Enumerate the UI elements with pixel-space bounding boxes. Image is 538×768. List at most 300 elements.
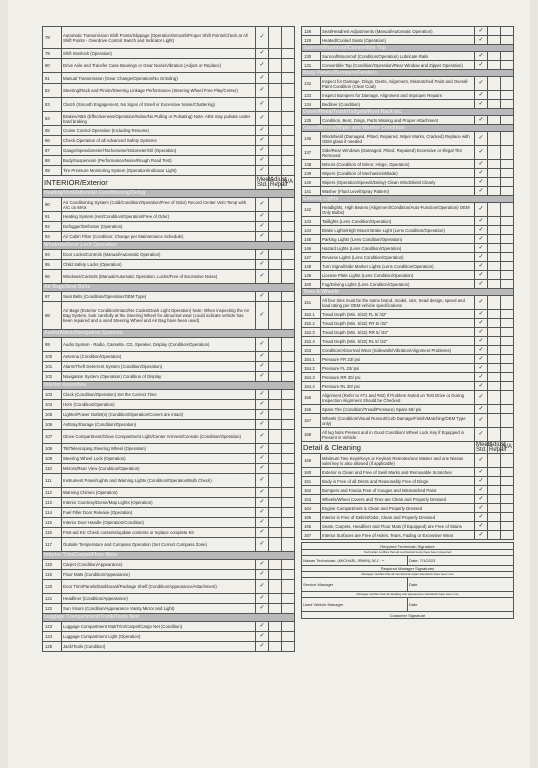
na-checkbox[interactable] bbox=[282, 198, 295, 212]
meets-standard-checkbox[interactable]: ✓ bbox=[475, 522, 488, 531]
meets-standard-checkbox[interactable]: ✓ bbox=[256, 570, 269, 580]
na-checkbox[interactable] bbox=[501, 504, 514, 513]
adjust-repair-checkbox[interactable] bbox=[269, 352, 282, 362]
adjust-repair-checkbox[interactable] bbox=[488, 27, 501, 36]
meets-standard-checkbox[interactable]: ✓ bbox=[256, 352, 269, 362]
adjust-repair-checkbox[interactable] bbox=[488, 203, 501, 217]
adjust-repair-checkbox[interactable] bbox=[488, 146, 501, 160]
na-checkbox[interactable] bbox=[501, 280, 514, 289]
adjust-repair-checkbox[interactable] bbox=[269, 136, 282, 146]
meets-standard-checkbox[interactable]: ✓ bbox=[256, 166, 269, 176]
meets-standard-checkbox[interactable]: ✓ bbox=[256, 146, 269, 156]
meets-standard-checkbox[interactable]: ✓ bbox=[475, 235, 488, 244]
meets-standard-checkbox[interactable]: ✓ bbox=[475, 355, 488, 364]
na-checkbox[interactable] bbox=[282, 410, 295, 420]
adjust-repair-checkbox[interactable] bbox=[269, 580, 282, 594]
meets-standard-checkbox[interactable]: ✓ bbox=[256, 270, 269, 284]
na-checkbox[interactable] bbox=[282, 250, 295, 260]
adjust-repair-checkbox[interactable] bbox=[488, 319, 501, 328]
na-checkbox[interactable] bbox=[282, 84, 295, 98]
na-checkbox[interactable] bbox=[501, 310, 514, 319]
na-checkbox[interactable] bbox=[501, 355, 514, 364]
na-checkbox[interactable] bbox=[501, 187, 514, 196]
meets-standard-checkbox[interactable]: ✓ bbox=[256, 156, 269, 166]
meets-standard-checkbox[interactable]: ✓ bbox=[256, 594, 269, 604]
meets-standard-checkbox[interactable]: ✓ bbox=[475, 486, 488, 495]
section-title: Interior Amenities bbox=[43, 382, 295, 390]
adjust-repair-checkbox[interactable] bbox=[488, 531, 501, 540]
na-checkbox[interactable] bbox=[282, 212, 295, 222]
used-vehicle-manager-field[interactable]: Used Vehicle Manager bbox=[302, 598, 408, 612]
na-checkbox[interactable] bbox=[501, 178, 514, 187]
adjust-repair-checkbox[interactable] bbox=[488, 414, 501, 428]
na-checkbox[interactable] bbox=[501, 271, 514, 280]
adjust-repair-checkbox[interactable] bbox=[269, 390, 282, 400]
meets-standard-checkbox[interactable]: ✓ bbox=[475, 531, 488, 540]
adjust-repair-checkbox[interactable] bbox=[488, 495, 501, 504]
adjust-repair-checkbox[interactable] bbox=[269, 146, 282, 156]
meets-standard-checkbox[interactable]: ✓ bbox=[256, 222, 269, 232]
na-checkbox[interactable] bbox=[501, 364, 514, 373]
adjust-repair-checkbox[interactable] bbox=[269, 444, 282, 454]
adjust-repair-checkbox[interactable] bbox=[269, 27, 282, 49]
adjust-repair-checkbox[interactable] bbox=[269, 474, 282, 488]
na-checkbox[interactable] bbox=[501, 217, 514, 226]
na-checkbox[interactable] bbox=[282, 632, 295, 642]
meets-standard-checkbox[interactable]: ✓ bbox=[475, 61, 488, 70]
adjust-repair-checkbox[interactable] bbox=[488, 296, 501, 310]
meets-standard-checkbox[interactable]: ✓ bbox=[475, 319, 488, 328]
na-checkbox[interactable] bbox=[282, 430, 295, 444]
adjust-repair-checkbox[interactable] bbox=[488, 454, 501, 468]
adjust-repair-checkbox[interactable] bbox=[488, 178, 501, 187]
na-checkbox[interactable] bbox=[282, 570, 295, 580]
meets-standard-checkbox[interactable]: ✓ bbox=[475, 454, 488, 468]
na-checkbox[interactable] bbox=[501, 522, 514, 531]
na-checkbox[interactable] bbox=[282, 488, 295, 498]
na-checkbox[interactable] bbox=[501, 468, 514, 477]
meets-standard-checkbox[interactable]: ✓ bbox=[475, 77, 488, 91]
na-checkbox[interactable] bbox=[282, 642, 295, 652]
adjust-repair-checkbox[interactable] bbox=[488, 382, 501, 391]
adjust-repair-checkbox[interactable] bbox=[269, 604, 282, 614]
na-checkbox[interactable] bbox=[282, 232, 295, 242]
section-title: Luggage Compartment/Trunk/Tools Bed bbox=[43, 614, 295, 622]
na-checkbox[interactable] bbox=[501, 531, 514, 540]
adjust-repair-checkbox[interactable] bbox=[488, 77, 501, 91]
service-date-field[interactable]: Date bbox=[408, 578, 514, 592]
adjust-repair-checkbox[interactable] bbox=[269, 212, 282, 222]
na-checkbox[interactable] bbox=[282, 338, 295, 352]
na-checkbox[interactable] bbox=[282, 260, 295, 270]
na-checkbox[interactable] bbox=[282, 146, 295, 156]
adjust-repair-checkbox[interactable] bbox=[269, 518, 282, 528]
adjust-repair-checkbox[interactable] bbox=[269, 270, 282, 284]
na-checkbox[interactable] bbox=[282, 508, 295, 518]
meets-standard-checkbox[interactable]: ✓ bbox=[475, 428, 488, 442]
checklist-row bbox=[43, 580, 295, 594]
meets-standard-checkbox[interactable]: ✓ bbox=[256, 410, 269, 420]
adjust-repair-checkbox[interactable] bbox=[488, 355, 501, 364]
adjust-repair-checkbox[interactable] bbox=[269, 84, 282, 98]
tech-date-field[interactable]: Date: 7/1/2023 bbox=[408, 556, 514, 566]
meets-standard-checkbox[interactable]: ✓ bbox=[475, 296, 488, 310]
meets-standard-checkbox[interactable]: ✓ bbox=[475, 52, 488, 61]
meets-standard-checkbox[interactable]: ✓ bbox=[475, 382, 488, 391]
na-checkbox[interactable] bbox=[501, 428, 514, 442]
item-description: Gauge/Speedometer/Tachometer/Odometer/Oil (Operation) bbox=[62, 146, 256, 156]
adjust-repair-checkbox[interactable] bbox=[269, 166, 282, 176]
meets-standard-checkbox[interactable]: ✓ bbox=[256, 292, 269, 302]
meets-standard-checkbox[interactable]: ✓ bbox=[475, 132, 488, 146]
meets-standard-checkbox[interactable]: ✓ bbox=[475, 203, 488, 217]
meets-standard-checkbox[interactable]: ✓ bbox=[475, 477, 488, 486]
meets-standard-checkbox[interactable]: ✓ bbox=[475, 495, 488, 504]
na-checkbox[interactable] bbox=[282, 98, 295, 112]
adjust-repair-checkbox[interactable] bbox=[269, 400, 282, 410]
meets-standard-checkbox[interactable]: ✓ bbox=[256, 420, 269, 430]
meets-standard-checkbox[interactable]: ✓ bbox=[256, 84, 269, 98]
item-number: 167 bbox=[302, 531, 321, 540]
adjust-repair-checkbox[interactable] bbox=[269, 362, 282, 372]
meets-standard-checkbox[interactable]: ✓ bbox=[475, 468, 488, 477]
adjust-repair-checkbox[interactable] bbox=[269, 73, 282, 84]
adjust-repair-checkbox[interactable] bbox=[269, 488, 282, 498]
adjust-repair-checkbox[interactable] bbox=[488, 310, 501, 319]
meets-standard-checkbox[interactable]: ✓ bbox=[475, 504, 488, 513]
na-checkbox[interactable] bbox=[282, 166, 295, 176]
meets-standard-checkbox[interactable]: ✓ bbox=[256, 632, 269, 642]
meets-standard-checkbox[interactable]: ✓ bbox=[475, 391, 488, 405]
na-checkbox[interactable] bbox=[282, 372, 295, 382]
meets-standard-checkbox[interactable]: ✓ bbox=[256, 212, 269, 222]
item-description: Lighter/Power Outlet(s) (Condition/Operation/Covers are intact) bbox=[62, 410, 256, 420]
tech-signature-field[interactable]: Nissan Technician: (MICHAEL IRWIN) M.I. ~ bbox=[302, 556, 408, 566]
adjust-repair-checkbox[interactable] bbox=[269, 622, 282, 632]
adjust-repair-checkbox[interactable] bbox=[269, 430, 282, 444]
meets-standard-checkbox[interactable]: ✓ bbox=[256, 59, 269, 73]
na-checkbox[interactable] bbox=[501, 100, 514, 109]
na-checkbox[interactable] bbox=[501, 477, 514, 486]
adjust-repair-checkbox[interactable] bbox=[488, 522, 501, 531]
na-checkbox[interactable] bbox=[282, 112, 295, 126]
na-checkbox[interactable] bbox=[501, 235, 514, 244]
meets-standard-checkbox[interactable]: ✓ bbox=[475, 328, 488, 337]
na-checkbox[interactable] bbox=[282, 580, 295, 594]
meets-standard-checkbox[interactable]: ✓ bbox=[475, 91, 488, 100]
adjust-repair-checkbox[interactable] bbox=[488, 253, 501, 262]
meets-standard-checkbox[interactable]: ✓ bbox=[256, 49, 269, 59]
meets-standard-checkbox[interactable]: ✓ bbox=[475, 373, 488, 382]
na-checkbox[interactable] bbox=[501, 253, 514, 262]
adjust-repair-checkbox[interactable] bbox=[269, 49, 282, 59]
na-checkbox[interactable] bbox=[501, 405, 514, 414]
adjust-repair-checkbox[interactable] bbox=[269, 538, 282, 552]
na-checkbox[interactable] bbox=[282, 270, 295, 284]
na-checkbox[interactable] bbox=[501, 373, 514, 382]
adjust-repair-checkbox[interactable] bbox=[269, 222, 282, 232]
meets-standard-checkbox[interactable]: ✓ bbox=[256, 528, 269, 538]
na-checkbox[interactable] bbox=[501, 226, 514, 235]
adjust-repair-checkbox[interactable] bbox=[269, 594, 282, 604]
na-checkbox[interactable] bbox=[501, 244, 514, 253]
adjust-repair-checkbox[interactable] bbox=[488, 116, 501, 125]
category-title: Detail & Cleaning bbox=[302, 442, 475, 454]
na-checkbox[interactable] bbox=[501, 328, 514, 337]
adjust-repair-checkbox[interactable] bbox=[488, 91, 501, 100]
na-checkbox[interactable] bbox=[501, 132, 514, 146]
na-checkbox[interactable] bbox=[282, 622, 295, 632]
meets-standard-checkbox[interactable]: ✓ bbox=[256, 372, 269, 382]
adjust-repair-checkbox[interactable] bbox=[269, 232, 282, 242]
adjust-repair-checkbox[interactable] bbox=[488, 346, 501, 355]
adjust-repair-checkbox[interactable] bbox=[269, 112, 282, 126]
meets-standard-checkbox[interactable]: ✓ bbox=[256, 98, 269, 112]
na-checkbox[interactable] bbox=[501, 27, 514, 36]
na-checkbox[interactable] bbox=[501, 169, 514, 178]
meets-standard-checkbox[interactable]: ✓ bbox=[256, 518, 269, 528]
meets-standard-checkbox[interactable]: ✓ bbox=[256, 538, 269, 552]
meets-standard-checkbox[interactable]: ✓ bbox=[475, 253, 488, 262]
meets-standard-checkbox[interactable]: ✓ bbox=[475, 513, 488, 522]
adjust-repair-checkbox[interactable] bbox=[269, 420, 282, 430]
adjust-repair-checkbox[interactable] bbox=[269, 59, 282, 73]
meets-standard-checkbox[interactable]: ✓ bbox=[475, 271, 488, 280]
na-checkbox[interactable] bbox=[282, 498, 295, 508]
na-checkbox[interactable] bbox=[501, 346, 514, 355]
na-checkbox[interactable] bbox=[282, 560, 295, 570]
meets-standard-checkbox[interactable]: ✓ bbox=[256, 622, 269, 632]
na-checkbox[interactable] bbox=[282, 73, 295, 84]
na-checkbox[interactable] bbox=[501, 160, 514, 169]
item-number: 110 bbox=[43, 464, 62, 474]
adjust-repair-checkbox[interactable] bbox=[269, 98, 282, 112]
adjust-repair-checkbox[interactable] bbox=[488, 262, 501, 271]
meets-standard-checkbox[interactable]: ✓ bbox=[475, 116, 488, 125]
na-checkbox[interactable] bbox=[501, 495, 514, 504]
adjust-repair-checkbox[interactable] bbox=[488, 513, 501, 522]
adjust-repair-checkbox[interactable] bbox=[488, 391, 501, 405]
adjust-repair-checkbox[interactable] bbox=[488, 271, 501, 280]
meets-standard-checkbox[interactable]: ✓ bbox=[256, 400, 269, 410]
adjust-repair-checkbox[interactable] bbox=[488, 100, 501, 109]
meets-standard-checkbox[interactable]: ✓ bbox=[256, 390, 269, 400]
adjust-repair-checkbox[interactable] bbox=[269, 338, 282, 352]
na-checkbox[interactable] bbox=[501, 337, 514, 346]
na-checkbox[interactable] bbox=[282, 156, 295, 166]
adjust-repair-checkbox[interactable] bbox=[269, 528, 282, 538]
na-checkbox[interactable] bbox=[282, 59, 295, 73]
meets-standard-checkbox[interactable]: ✓ bbox=[256, 488, 269, 498]
na-checkbox[interactable] bbox=[501, 116, 514, 125]
adjust-repair-checkbox[interactable] bbox=[488, 477, 501, 486]
na-checkbox[interactable] bbox=[282, 528, 295, 538]
meets-standard-checkbox[interactable]: ✓ bbox=[475, 27, 488, 36]
na-checkbox[interactable] bbox=[282, 444, 295, 454]
adjust-repair-checkbox[interactable] bbox=[269, 508, 282, 518]
adjust-repair-checkbox[interactable] bbox=[269, 560, 282, 570]
na-checkbox[interactable] bbox=[282, 400, 295, 410]
na-checkbox[interactable] bbox=[501, 52, 514, 61]
na-checkbox[interactable] bbox=[282, 222, 295, 232]
na-checkbox[interactable] bbox=[282, 136, 295, 146]
na-checkbox[interactable] bbox=[501, 454, 514, 468]
na-checkbox[interactable] bbox=[282, 518, 295, 528]
adjust-repair-checkbox[interactable] bbox=[488, 337, 501, 346]
adjust-repair-checkbox[interactable] bbox=[488, 235, 501, 244]
meets-standard-checkbox[interactable]: ✓ bbox=[256, 362, 269, 372]
na-checkbox[interactable] bbox=[501, 414, 514, 428]
adjust-repair-checkbox[interactable] bbox=[269, 126, 282, 136]
na-checkbox[interactable] bbox=[282, 420, 295, 430]
meets-standard-checkbox[interactable]: ✓ bbox=[256, 508, 269, 518]
adjust-repair-checkbox[interactable] bbox=[269, 260, 282, 270]
sales-manager-note: Manager certifies that all detailing and appearance standards have been met bbox=[302, 592, 514, 598]
na-checkbox[interactable] bbox=[501, 382, 514, 391]
adjust-repair-checkbox[interactable] bbox=[269, 156, 282, 166]
na-checkbox[interactable] bbox=[501, 319, 514, 328]
adjust-repair-checkbox[interactable] bbox=[269, 570, 282, 580]
meets-standard-checkbox[interactable]: ✓ bbox=[256, 444, 269, 454]
na-checkbox[interactable] bbox=[501, 146, 514, 160]
meets-standard-checkbox[interactable]: ✓ bbox=[475, 36, 488, 45]
adjust-repair-checkbox[interactable] bbox=[488, 364, 501, 373]
na-checkbox[interactable] bbox=[282, 27, 295, 49]
adjust-repair-checkbox[interactable] bbox=[488, 504, 501, 513]
item-number: 134 bbox=[302, 100, 321, 109]
adjust-repair-checkbox[interactable] bbox=[488, 328, 501, 337]
meets-standard-checkbox[interactable]: ✓ bbox=[475, 100, 488, 109]
adjust-repair-checkbox[interactable] bbox=[488, 486, 501, 495]
na-checkbox[interactable] bbox=[501, 262, 514, 271]
used-date-field[interactable]: Date bbox=[408, 598, 514, 612]
meets-standard-checkbox[interactable]: ✓ bbox=[475, 405, 488, 414]
na-checkbox[interactable] bbox=[501, 61, 514, 70]
meets-standard-checkbox[interactable]: ✓ bbox=[256, 580, 269, 594]
na-checkbox[interactable] bbox=[282, 390, 295, 400]
na-checkbox[interactable] bbox=[282, 352, 295, 362]
na-checkbox[interactable] bbox=[282, 126, 295, 136]
na-checkbox[interactable] bbox=[501, 296, 514, 310]
meets-standard-checkbox[interactable]: ✓ bbox=[256, 27, 269, 49]
meets-standard-checkbox[interactable]: ✓ bbox=[475, 178, 488, 187]
adjust-repair-checkbox[interactable] bbox=[488, 132, 501, 146]
meets-standard-checkbox[interactable]: ✓ bbox=[256, 232, 269, 242]
na-checkbox[interactable] bbox=[501, 203, 514, 217]
adjust-repair-checkbox[interactable] bbox=[488, 373, 501, 382]
adjust-repair-checkbox[interactable] bbox=[488, 36, 501, 45]
meets-standard-checkbox[interactable]: ✓ bbox=[475, 414, 488, 428]
meets-standard-checkbox[interactable]: ✓ bbox=[256, 126, 269, 136]
adjust-repair-checkbox[interactable] bbox=[488, 280, 501, 289]
adjust-repair-checkbox[interactable] bbox=[269, 454, 282, 464]
meets-standard-checkbox[interactable]: ✓ bbox=[475, 226, 488, 235]
adjust-repair-checkbox[interactable] bbox=[488, 187, 501, 196]
item-description: Heated/Cooled Seats (Operation) bbox=[321, 36, 475, 45]
meets-standard-checkbox[interactable]: ✓ bbox=[475, 262, 488, 271]
meets-standard-checkbox[interactable]: ✓ bbox=[256, 136, 269, 146]
na-checkbox[interactable] bbox=[282, 292, 295, 302]
meets-standard-checkbox[interactable]: ✓ bbox=[256, 112, 269, 126]
meets-standard-checkbox[interactable]: ✓ bbox=[256, 250, 269, 260]
adjust-repair-checkbox[interactable] bbox=[269, 632, 282, 642]
adjust-repair-checkbox[interactable] bbox=[269, 498, 282, 508]
item-description: Carpet (Condition/Appearance) bbox=[62, 560, 256, 570]
adjust-repair-checkbox[interactable] bbox=[269, 250, 282, 260]
meets-standard-checkbox[interactable]: ✓ bbox=[256, 464, 269, 474]
meets-standard-checkbox[interactable]: ✓ bbox=[256, 430, 269, 444]
na-checkbox[interactable] bbox=[501, 36, 514, 45]
na-checkbox[interactable] bbox=[282, 362, 295, 372]
adjust-repair-checkbox[interactable] bbox=[488, 169, 501, 178]
na-checkbox[interactable] bbox=[282, 464, 295, 474]
meets-standard-checkbox[interactable]: ✓ bbox=[256, 474, 269, 488]
meets-standard-checkbox[interactable]: ✓ bbox=[256, 604, 269, 614]
adjust-repair-checkbox[interactable] bbox=[488, 61, 501, 70]
adjust-repair-checkbox[interactable] bbox=[488, 160, 501, 169]
meets-standard-checkbox[interactable]: ✓ bbox=[475, 280, 488, 289]
meets-standard-checkbox[interactable]: ✓ bbox=[475, 337, 488, 346]
adjust-repair-checkbox[interactable] bbox=[269, 302, 282, 330]
adjust-repair-checkbox[interactable] bbox=[269, 410, 282, 420]
na-checkbox[interactable] bbox=[282, 454, 295, 464]
service-manager-field[interactable]: Service Manager bbox=[302, 578, 408, 592]
meets-standard-checkbox[interactable]: ✓ bbox=[256, 338, 269, 352]
na-checkbox[interactable] bbox=[282, 302, 295, 330]
meets-standard-checkbox[interactable]: ✓ bbox=[475, 160, 488, 169]
adjust-repair-checkbox[interactable] bbox=[269, 642, 282, 652]
meets-standard-checkbox[interactable]: ✓ bbox=[475, 187, 488, 196]
meets-standard-checkbox[interactable]: ✓ bbox=[256, 302, 269, 330]
na-checkbox[interactable] bbox=[282, 49, 295, 59]
adjust-repair-checkbox[interactable] bbox=[269, 198, 282, 212]
meets-standard-checkbox[interactable]: ✓ bbox=[475, 217, 488, 226]
meets-standard-checkbox[interactable]: ✓ bbox=[475, 244, 488, 253]
adjust-repair-checkbox[interactable] bbox=[269, 292, 282, 302]
meets-standard-checkbox[interactable]: ✓ bbox=[475, 169, 488, 178]
na-checkbox[interactable] bbox=[282, 538, 295, 552]
meets-standard-checkbox[interactable]: ✓ bbox=[475, 364, 488, 373]
meets-standard-checkbox[interactable]: ✓ bbox=[256, 560, 269, 570]
na-checkbox[interactable] bbox=[501, 486, 514, 495]
na-checkbox[interactable] bbox=[501, 391, 514, 405]
adjust-repair-checkbox[interactable] bbox=[269, 372, 282, 382]
adjust-repair-checkbox[interactable] bbox=[269, 464, 282, 474]
na-checkbox[interactable] bbox=[501, 513, 514, 522]
meets-standard-checkbox[interactable]: ✓ bbox=[475, 146, 488, 160]
adjust-repair-checkbox[interactable] bbox=[488, 405, 501, 414]
adjust-repair-checkbox[interactable] bbox=[488, 244, 501, 253]
meets-standard-checkbox[interactable]: ✓ bbox=[256, 198, 269, 212]
na-checkbox[interactable] bbox=[282, 594, 295, 604]
na-checkbox[interactable] bbox=[501, 91, 514, 100]
meets-standard-checkbox[interactable]: ✓ bbox=[475, 310, 488, 319]
adjust-repair-checkbox[interactable] bbox=[488, 217, 501, 226]
na-checkbox[interactable] bbox=[282, 604, 295, 614]
meets-standard-checkbox[interactable]: ✓ bbox=[475, 346, 488, 355]
meets-standard-checkbox[interactable]: ✓ bbox=[256, 454, 269, 464]
na-checkbox[interactable] bbox=[282, 474, 295, 488]
meets-standard-checkbox[interactable]: ✓ bbox=[256, 73, 269, 84]
adjust-repair-checkbox[interactable] bbox=[488, 428, 501, 442]
adjust-repair-checkbox[interactable] bbox=[488, 52, 501, 61]
adjust-repair-checkbox[interactable] bbox=[488, 468, 501, 477]
adjust-repair-checkbox[interactable] bbox=[488, 226, 501, 235]
na-checkbox[interactable] bbox=[501, 77, 514, 91]
meets-standard-checkbox[interactable]: ✓ bbox=[256, 260, 269, 270]
meets-standard-checkbox[interactable]: ✓ bbox=[256, 498, 269, 508]
meets-standard-checkbox[interactable]: ✓ bbox=[256, 642, 269, 652]
